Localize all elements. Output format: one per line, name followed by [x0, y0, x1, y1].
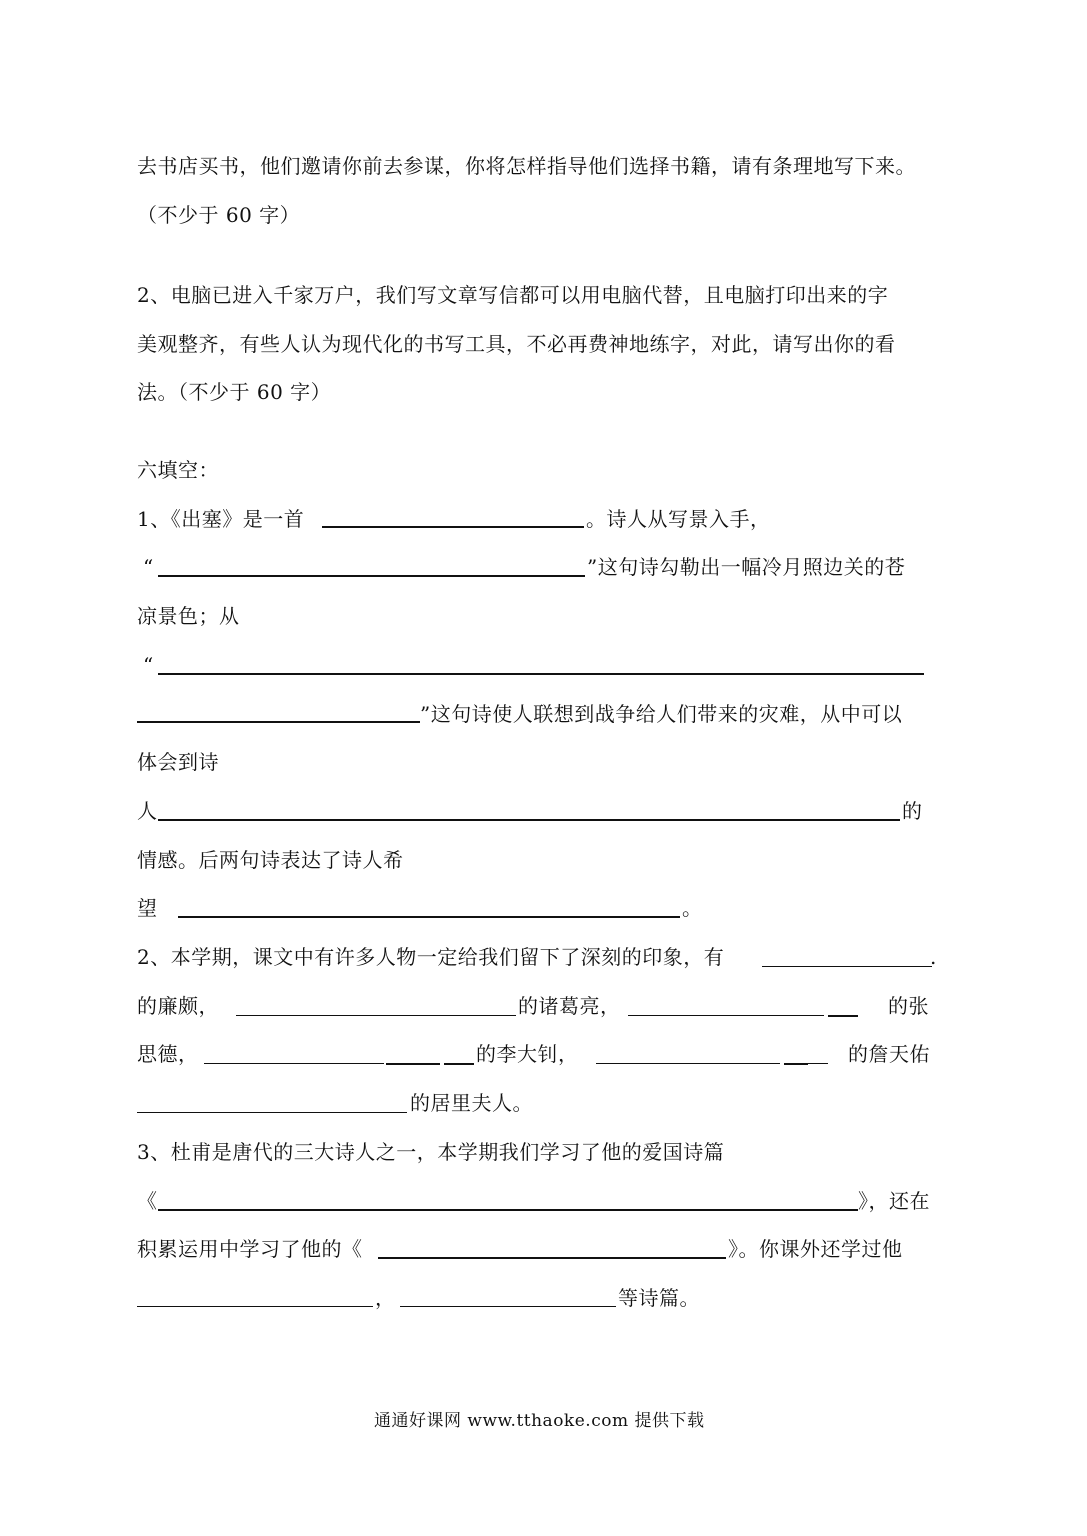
answer-blank[interactable] [628, 1015, 824, 1016]
answer-blank[interactable] [178, 916, 680, 918]
paragraph-line: 2、电脑已进入千家万户，我们写文章写信都可以用电脑代替，且电脑打印出来的字 [137, 283, 889, 307]
answer-blank[interactable] [137, 721, 420, 723]
quote-mark: “ [143, 653, 154, 677]
answer-blank[interactable] [158, 673, 924, 675]
question-text: 凉景色；从 [137, 604, 240, 628]
question-text: 的 [902, 799, 923, 823]
question-text: 1、《出塞》是一首 [137, 507, 305, 531]
question-text: 的廉颇， [137, 994, 219, 1018]
answer-blank[interactable] [386, 1063, 440, 1065]
question-text: 人 [137, 799, 158, 823]
question-text: ”这句诗勾勒出一幅冷月照边关的苍 [587, 555, 906, 579]
question-text: 的詹天佑 [848, 1042, 930, 1066]
question-text: 》。你课外还学过他 [728, 1237, 903, 1261]
quote-mark: “ [143, 555, 154, 579]
question-text: 等诗篇。 [618, 1286, 700, 1310]
answer-blank[interactable] [596, 1063, 780, 1064]
question-text: 望 [137, 896, 158, 920]
question-text: 》，还在 [858, 1189, 930, 1213]
question-text: 的李大钊， [476, 1042, 579, 1066]
answer-blank[interactable] [137, 1112, 407, 1113]
paragraph-line: （不少于 60 字） [137, 203, 301, 227]
question-text: 情感。后两句诗表达了诗人希 [137, 848, 404, 872]
answer-blank[interactable] [158, 575, 585, 577]
answer-blank[interactable] [204, 1063, 384, 1064]
answer-blank[interactable] [762, 966, 932, 967]
question-text: 的居里夫人。 [410, 1091, 533, 1115]
question-text: 2、本学期，课文中有许多人物一定给我们留下了深刻的印象，有 [137, 945, 725, 969]
question-text: 3、杜甫是唐代的三大诗人之一，本学期我们学习了他的爱国诗篇 [137, 1140, 725, 1164]
page-footer: 通通好课网 www.tthaoke.com 提供下载 [374, 1411, 705, 1431]
answer-blank[interactable] [236, 1015, 516, 1016]
question-text: ”这句诗使人联想到战争给人们带来的灾难，从中可以 [420, 702, 903, 726]
section-heading: 六填空： [137, 458, 219, 482]
bracket: 《 [137, 1189, 158, 1213]
answer-blank[interactable] [137, 1306, 373, 1307]
answer-blank[interactable] [322, 526, 584, 528]
question-text: 积累运用中学习了他的《 [137, 1237, 363, 1261]
question-text: 体会到诗 [137, 750, 219, 774]
paragraph-line: 美观整齐，有些人认为现代化的书写工具，不必再费神地练字，对此，请写出你的看 [137, 332, 896, 356]
question-text: 的张 [888, 994, 929, 1018]
paragraph-line: 法。（不少于 60 字） [137, 380, 332, 404]
question-text: 。诗人从写景入手， [586, 507, 771, 531]
question-text: 思德， [137, 1042, 199, 1066]
answer-blank[interactable] [444, 1063, 474, 1065]
answer-blank[interactable] [400, 1306, 616, 1307]
question-text: ， [375, 1286, 396, 1310]
answer-blank[interactable] [828, 1015, 858, 1017]
answer-blank[interactable] [378, 1257, 726, 1259]
paragraph-line: 去书店买书，他们邀请你前去参谋，你将怎样指导他们选择书籍，请有条理地写下来。 [137, 154, 916, 178]
answer-blank[interactable] [808, 1063, 828, 1064]
question-text: . [930, 945, 937, 969]
answer-blank[interactable] [158, 819, 900, 821]
question-text: 。 [682, 896, 703, 920]
question-text: 的诸葛亮， [518, 994, 621, 1018]
answer-blank[interactable] [784, 1063, 808, 1065]
answer-blank[interactable] [158, 1209, 858, 1211]
